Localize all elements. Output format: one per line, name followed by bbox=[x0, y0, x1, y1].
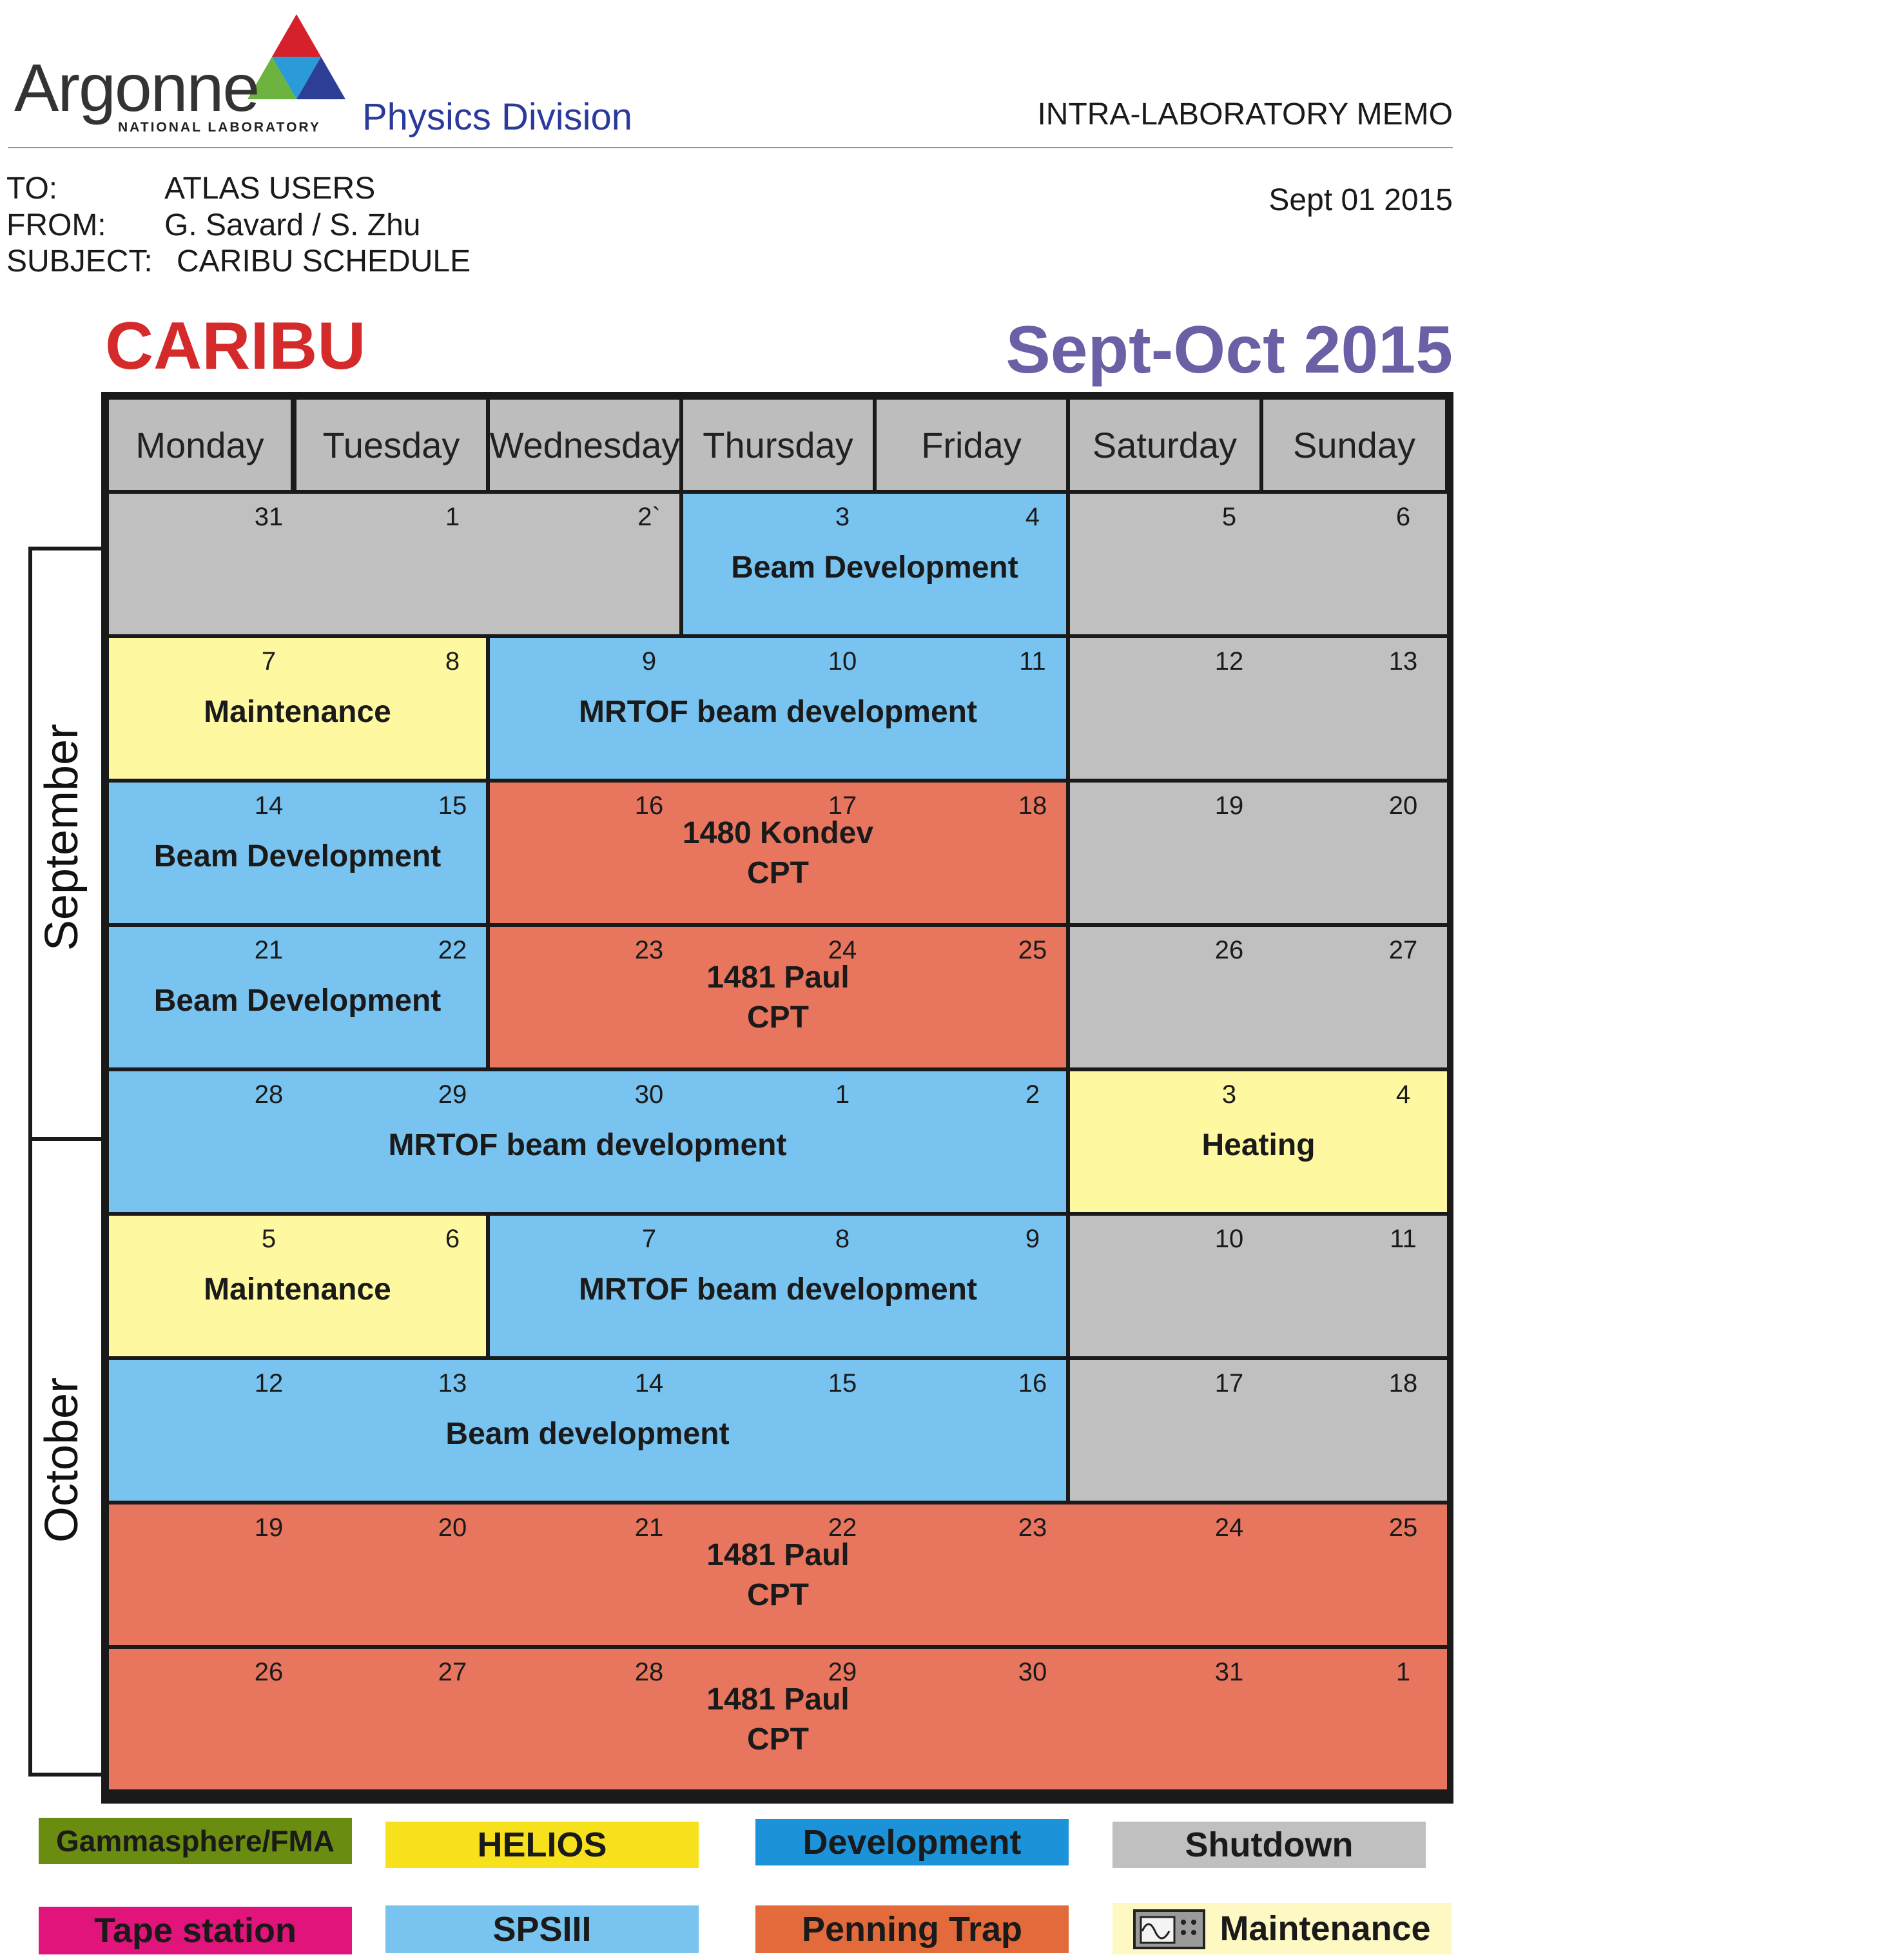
legend-item bbox=[39, 1907, 352, 1954]
month-label-october: October bbox=[36, 1377, 88, 1543]
day-number: 1 bbox=[445, 503, 460, 531]
schedule-block bbox=[490, 783, 1066, 923]
day-number: 10 bbox=[1214, 1225, 1244, 1253]
block-label: MRTOF beam development bbox=[388, 1128, 787, 1162]
block-label: Maintenance bbox=[204, 695, 391, 729]
day-number: 24 bbox=[1214, 1514, 1244, 1542]
legend-label: Shutdown bbox=[1185, 1826, 1354, 1864]
day-number: 19 bbox=[1214, 792, 1244, 820]
day-number: 14 bbox=[254, 792, 284, 820]
day-header-friday: Friday bbox=[877, 400, 1066, 490]
day-number: 16 bbox=[634, 792, 664, 820]
day-number: 2 bbox=[1025, 1080, 1040, 1109]
legend-label: HELIOS bbox=[477, 1826, 607, 1864]
day-number: 21 bbox=[254, 936, 284, 964]
day-number: 25 bbox=[1388, 1514, 1418, 1542]
day-number: 21 bbox=[634, 1514, 664, 1542]
day-number: 29 bbox=[438, 1080, 467, 1109]
block-label-secondary: CPT bbox=[747, 1578, 809, 1612]
schedule-block bbox=[490, 927, 1066, 1067]
day-number: 5 bbox=[1221, 503, 1237, 531]
day-number: 9 bbox=[1025, 1225, 1040, 1253]
block-label: Beam Development bbox=[153, 984, 442, 1018]
division-name: Physics Division bbox=[362, 96, 632, 138]
day-number: 24 bbox=[828, 936, 857, 964]
oscilloscope-icon bbox=[1133, 1907, 1205, 1951]
legend-item bbox=[755, 1819, 1069, 1865]
schedule-block bbox=[1070, 494, 1447, 634]
day-number: 19 bbox=[254, 1514, 284, 1542]
legend-item bbox=[1112, 1903, 1452, 1954]
legend-item bbox=[39, 1818, 352, 1864]
memo-to-label: TO: bbox=[6, 171, 58, 206]
day-number: 31 bbox=[254, 503, 284, 531]
block-label: 1481 Paul bbox=[706, 1538, 850, 1572]
day-number: 20 bbox=[1388, 792, 1418, 820]
day-number: 3 bbox=[835, 503, 850, 531]
day-number: 3 bbox=[1221, 1080, 1237, 1109]
day-header-wednesday: Wednesday bbox=[490, 400, 679, 490]
day-number: 23 bbox=[1018, 1514, 1047, 1542]
day-number: 27 bbox=[438, 1658, 467, 1686]
month-label-september: September bbox=[36, 723, 88, 951]
day-number: 12 bbox=[254, 1369, 284, 1397]
day-number: 11 bbox=[1390, 1225, 1417, 1253]
day-number: 13 bbox=[438, 1369, 467, 1397]
schedule-title: CARIBU bbox=[105, 309, 366, 384]
day-header-sunday: Sunday bbox=[1263, 400, 1445, 490]
block-label-secondary: CPT bbox=[747, 1000, 809, 1035]
day-number: 10 bbox=[828, 647, 857, 676]
day-number: 2` bbox=[637, 503, 661, 531]
schedule-block bbox=[109, 494, 679, 634]
day-number: 4 bbox=[1025, 503, 1040, 531]
day-number: 5 bbox=[261, 1225, 277, 1253]
day-header-thursday: Thursday bbox=[683, 400, 873, 490]
day-number: 27 bbox=[1388, 936, 1418, 964]
schedule-period: Sept-Oct 2015 bbox=[1005, 313, 1453, 387]
day-number: 13 bbox=[1388, 647, 1418, 676]
day-number: 16 bbox=[1018, 1369, 1047, 1397]
block-label-secondary: CPT bbox=[747, 1722, 809, 1757]
day-number: 17 bbox=[828, 792, 857, 820]
day-number: 28 bbox=[634, 1658, 664, 1686]
day-number: 30 bbox=[1018, 1658, 1047, 1686]
day-number: 30 bbox=[634, 1080, 664, 1109]
block-label: Maintenance bbox=[204, 1272, 391, 1307]
month-bar-october bbox=[28, 1137, 102, 1777]
logo-subtitle: NATIONAL LABORATORY bbox=[118, 120, 321, 135]
calendar-grid bbox=[101, 392, 1453, 1804]
day-number: 26 bbox=[254, 1658, 284, 1686]
day-number: 18 bbox=[1018, 792, 1047, 820]
header-divider bbox=[8, 147, 1453, 148]
legend-item bbox=[385, 1905, 699, 1953]
day-number: 26 bbox=[1214, 936, 1244, 964]
block-label: MRTOF beam development bbox=[579, 1272, 977, 1307]
day-number: 22 bbox=[438, 936, 467, 964]
legend-item bbox=[755, 1905, 1069, 1953]
day-number: 9 bbox=[641, 647, 657, 676]
day-number: 7 bbox=[641, 1225, 657, 1253]
legend-label: Tape station bbox=[93, 1911, 297, 1950]
schedule-block bbox=[109, 1649, 1447, 1789]
logo-wordmark: Argonne bbox=[14, 51, 259, 126]
argonne-triangle-icon bbox=[245, 10, 348, 101]
block-label: 1481 Paul bbox=[706, 960, 850, 995]
month-bar-september bbox=[28, 547, 102, 1141]
legend-item bbox=[1112, 1822, 1426, 1868]
day-number: 22 bbox=[828, 1514, 857, 1542]
day-number: 8 bbox=[835, 1225, 850, 1253]
legend-label: Maintenance bbox=[1219, 1909, 1431, 1948]
legend-label: SPSIII bbox=[492, 1910, 592, 1949]
day-number: 11 bbox=[1019, 647, 1046, 676]
day-number: 1 bbox=[835, 1080, 850, 1109]
day-header-saturday: Saturday bbox=[1070, 400, 1259, 490]
day-number: 1 bbox=[1395, 1658, 1411, 1686]
memo-subject-value: CARIBU SCHEDULE bbox=[177, 244, 471, 278]
block-label: Beam Development bbox=[153, 839, 442, 873]
day-number: 17 bbox=[1214, 1369, 1244, 1397]
schedule-block bbox=[109, 1504, 1447, 1645]
day-number: 6 bbox=[1395, 503, 1411, 531]
legend-item bbox=[385, 1822, 699, 1868]
day-number: 15 bbox=[438, 792, 467, 820]
day-number: 12 bbox=[1214, 647, 1244, 676]
day-number: 18 bbox=[1388, 1369, 1418, 1397]
block-label: Beam Development bbox=[731, 550, 1018, 585]
day-number: 23 bbox=[634, 936, 664, 964]
day-number: 8 bbox=[445, 647, 460, 676]
legend-label: Development bbox=[802, 1823, 1022, 1862]
memo-date: Sept 01 2015 bbox=[1268, 183, 1453, 217]
day-number: 4 bbox=[1395, 1080, 1411, 1109]
day-number: 25 bbox=[1018, 936, 1047, 964]
block-label-secondary: CPT bbox=[747, 856, 809, 890]
memo-subject-label: SUBJECT: bbox=[6, 244, 153, 278]
block-label: 1480 Kondev bbox=[682, 816, 874, 850]
block-label: 1481 Paul bbox=[706, 1682, 850, 1717]
day-number: 6 bbox=[445, 1225, 460, 1253]
memo-type: INTRA-LABORATORY MEMO bbox=[1037, 97, 1453, 131]
block-label: MRTOF beam development bbox=[579, 695, 977, 729]
block-label: Heating bbox=[1201, 1128, 1316, 1162]
day-number: 20 bbox=[438, 1514, 467, 1542]
day-number: 28 bbox=[254, 1080, 284, 1109]
legend-label: Gammasphere/FMA bbox=[55, 1824, 335, 1858]
day-number: 29 bbox=[828, 1658, 857, 1686]
block-label: Beam development bbox=[445, 1417, 730, 1451]
legend-label: Penning Trap bbox=[801, 1910, 1023, 1949]
day-header-monday: Monday bbox=[109, 400, 291, 490]
day-number: 15 bbox=[828, 1369, 857, 1397]
day-number: 7 bbox=[261, 647, 277, 676]
memo-from-label: FROM: bbox=[6, 208, 106, 242]
memo-to-value: ATLAS USERS bbox=[164, 171, 376, 206]
day-number: 14 bbox=[634, 1369, 664, 1397]
day-number: 31 bbox=[1214, 1658, 1244, 1686]
memo-from-value: G. Savard / S. Zhu bbox=[164, 208, 421, 242]
day-header-tuesday: Tuesday bbox=[296, 400, 486, 490]
